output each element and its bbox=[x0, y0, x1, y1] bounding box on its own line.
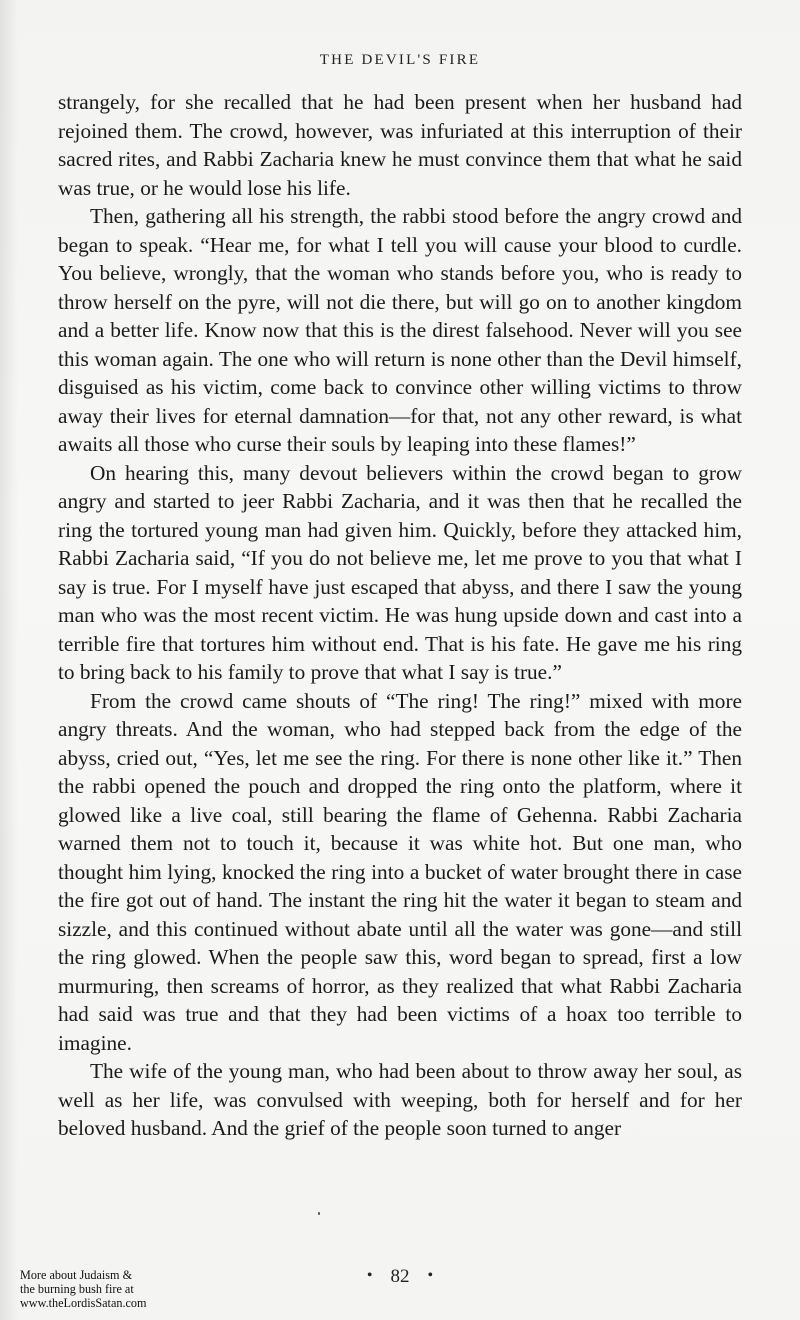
folio-dot-right: • bbox=[427, 1267, 434, 1284]
print-speck bbox=[318, 1212, 320, 1215]
credit-line-2: the burning bush fire at bbox=[20, 1282, 134, 1296]
body-text bbox=[58, 88, 742, 1143]
page-number-value: 82 bbox=[390, 1266, 410, 1287]
paragraph-5: The wife of the young man, who had been about to throw away her soul, as well as her life, was convulsed with weeping, both for herself and for her beloved husband. And the grief of the people soon turned to anger bbox=[58, 1059, 742, 1140]
paragraph-3: On hearing this, many devout believers within the crowd began to grow angry and started to jeer Rabbi Zacharia, and it was then that he recalled the ring the tortured young man had given him. Quickly, before they attacked him, Rabbi Zacharia said, “If you do not believe me, let me prove to you that what I say is true. For I myself have just escaped that abyss, and there I saw the young man who was the most recent victim. He was hung upside down and cast into a terrible fire that tortures him without end. That is his fate. He gave me his ring to bring back to his family to prove that what I say is true.” bbox=[58, 460, 742, 684]
website-credit bbox=[20, 1268, 220, 1310]
credit-line-1: More about Judaism & bbox=[20, 1268, 133, 1282]
running-head: THE DEVIL'S FIRE bbox=[319, 52, 481, 68]
folio-dot-left: • bbox=[366, 1267, 373, 1284]
paragraph-1: strangely, for she recalled that he had been present when her husband had rejoined them. The crowd, however, was infuriated at this interruption of their sacred rites, and Rabbi Zacharia knew he must convince them that what he said was true, or he would lose his life. bbox=[58, 90, 742, 200]
paragraph-4: From the crowd came shouts of “The ring! The ring!” mixed with more angry threats. And the woman, who had stepped back from the edge of the abyss, cried out, “Yes, let me see the ring. For there is none other like it.” Then the rabbi opened the pouch and dropped the ring onto the platform, where it glowed like a live coal, still bearing the flame of Gehenna. Rabbi Zacharia warned them not to touch it, because it was white hot. But one man, who thought him lying, knocked the ring into a bucket of water brought there in case the fire got out of hand. The instant the ring hit the water it began to steam and sizzle, and this continued without abate until all the water was gone—and still the ring glowed. When the people saw this, word began to spread, first a low murmuring, then screams of horror, as they realized that what Rabbi Zacharia had said was true and that they had been victims of a hoax too terrible to imagine. bbox=[58, 688, 742, 1055]
paragraph-2: Then, gathering all his strength, the rabbi stood before the angry crowd and began to speak. “Hear me, for what I tell you will cause your blood to curdle. You believe, wrongly, that the woman who stands before you, who is ready to throw herself on the pyre, will not die there, but will go on to another kingdom and a better life. Know now that this is the direst falsehood. Never will you see this woman again. The one who will return is none other than the Devil himself, disguised as his victim, come back to convince other willing victims to throw away their lives for eternal damnation—for that, not any other reward, is what awaits all those who curse their souls by leaping into these flames!” bbox=[58, 204, 742, 456]
spine-shadow bbox=[0, 0, 18, 1320]
credit-line-3: www.theLordisSatan.com bbox=[20, 1296, 147, 1310]
